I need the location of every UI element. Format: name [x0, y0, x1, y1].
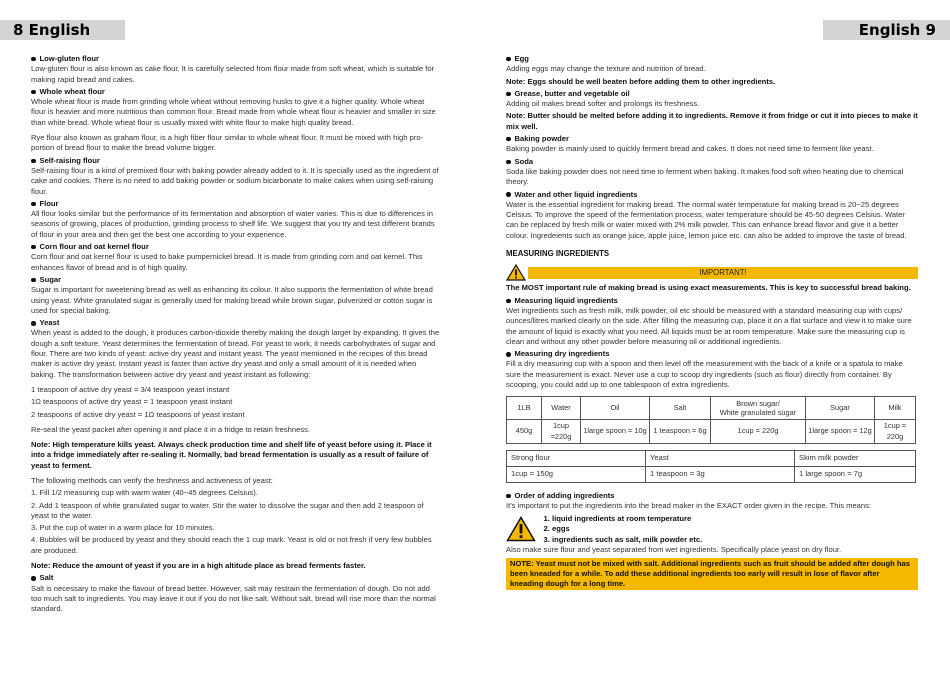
- note-text: Note: High temperature kills yeast. Always check production time and shelf life of yeast before using it. Place it into a fridge immediately after re-sealing it. Normally, bad bread fermentation is usually as a result of failure of yeast to ferment.: [31, 440, 432, 470]
- liquid-text: Wet ingredients such as fresh milk, milk powder, oil etc should be measured with a standard measuring cup with cups/ ounces/litres marked clearly on the side. After filling the measuring cup, place it on a flat surface and view it to make sure the amount of liquid is exactly what you need. All liquids must be at room temperature. Make sure the measuring cup is clean and without any other powder before measuring oil or additional ingredients.: [506, 305, 912, 346]
- body-text: When yeast is added to the dough, it produces carbon-dioxide thereby making the dough larger by expanding. It gives the dough a soft texture. Yeast determines the fermentation of bread. For yeast to work, it needs carbohydrates of sugar and flour. There are two kinds of yeast: active dry yeast and instant yeast. The yeast mentioned in the recipes of this bread maker is active dry yeast. Instant yeast is faster than active dry yeast and only a small amount of it is needed when baking. The transformation between active dry yeast and yeast instant as following:: [31, 328, 440, 379]
- warning-triangle-icon: [506, 264, 526, 281]
- body-text: Low-gluten flour is also known as cake flour. It is carefully selected from flour made from soft wheat, which is suitable for making rapid bread and cakes.: [31, 64, 435, 84]
- table-header-cell: Sugar: [806, 397, 875, 420]
- body-text: 2. Add 1 teaspoon of white granulated sugar to water. Stir the water to dissolve the sugar and then add 2 teaspoon of yeast to the water.: [31, 500, 424, 520]
- section-heading: Egg: [506, 54, 918, 64]
- measurement-table: [506, 396, 916, 444]
- table-header-cell: Oil: [581, 397, 650, 420]
- body-text: Re-seal the yeast packet after opening it and place it in a fridge to retain freshness.: [31, 424, 311, 434]
- note-text: Note: Eggs should be well beaten before adding them to other ingredients.: [506, 76, 776, 86]
- table-cell: 1large spoon = 12g: [806, 420, 875, 444]
- note-text: Note: Reduce the amount of yeast if you are in a high altitude place as bread ferments faster.: [31, 561, 366, 571]
- section-heading: Grease, butter and vegetable oil: [506, 89, 918, 99]
- order-steps: [536, 514, 702, 546]
- table-header-cell: Milk: [875, 397, 916, 420]
- table-cell: Skim milk powder: [795, 450, 916, 466]
- body-text: Soda like baking powder does not need time to ferment when baking. It makes food soft when heating due to chemical theory.: [506, 166, 904, 187]
- body-text: 4. Bubbles will be produced by yeast and they should reach the 1 cup mark. Yeast is old or not fresh if very few bubbles are produced.: [31, 535, 432, 555]
- important-banner: [506, 264, 918, 281]
- section-heading: Low-gluten flour: [31, 54, 441, 64]
- page-header-right: English 9: [823, 20, 950, 40]
- bullet-dot-icon: [31, 278, 36, 283]
- note-text: Note: Butter should be melted before adding it to ingredients. Remove it from fridge or cut it into pieces to make it mix well.: [506, 111, 918, 131]
- table-header-cell: Water: [542, 397, 581, 420]
- bullet-dot-icon: [31, 90, 36, 95]
- section-heading: Baking powder: [506, 134, 918, 144]
- order-after: Also make sure flour and yeast separated from wet ingredients. Specifically place yeast on dry flour.: [506, 545, 842, 555]
- order-step: 1. liquid ingredients at room temperature: [552, 514, 702, 525]
- body-text: Rye flour also known as graham flour, is a high fiber flour similar to whole wheat flour. It must be mixed with high pro-portion of bread flour to make the bread volume bigger.: [31, 133, 424, 153]
- table-row: [507, 420, 916, 444]
- order-heading: Order of adding ingredients: [506, 491, 918, 501]
- bullet-dot-icon: [506, 299, 511, 304]
- table-cell: 1cup = 150g: [507, 466, 646, 482]
- section-heading: Flour: [31, 199, 441, 209]
- section-heading: Corn flour and oat kernel flour: [31, 242, 441, 252]
- order-step: 3. ingredients such as salt, milk powder etc.: [552, 535, 702, 546]
- section-heading: Water and other liquid ingredients: [506, 190, 918, 200]
- bullet-dot-icon: [506, 160, 511, 165]
- bullet-dot-icon: [506, 352, 511, 357]
- body-text: 1Ω teaspoons of active dry yeast = 1 teaspoon yeast instant: [31, 397, 233, 407]
- table-header-cell: 1LB: [507, 397, 542, 420]
- body-text: The following methods can verify the freshness and activeness of yeast:: [31, 475, 273, 485]
- page-header-left: 8 English: [0, 20, 125, 40]
- bullet-dot-icon: [31, 57, 36, 62]
- bullet-dot-icon: [31, 321, 36, 326]
- bullet-dot-icon: [31, 202, 36, 207]
- dry-text: Fill a dry measuring cup with a spoon and then level off the measurement with the back of a knife or a spatula to make sure the measurement is exact. Never use a cup to scoop dry ingredients (such as flour) directly from container. By scooping, you could add up to one tablespoon of extra ingredients.: [506, 359, 903, 390]
- right-column-top: [506, 54, 918, 241]
- section-heading: Salt: [31, 573, 441, 583]
- body-text: Adding oil makes bread softer and prolongs its freshness.: [506, 99, 700, 109]
- bullet-dot-icon: [31, 159, 36, 164]
- body-text: Salt is necessary to make the flavour of bread better. However, salt may restrain the fermentation of dough. Do not add too much salt to ingredients. You may leave it out if you do not like salt. Without salt, bread will rise more than the normal standard.: [31, 583, 436, 614]
- table-cell: 450g: [507, 420, 542, 444]
- table-cell: 1 teaspoon = 3g: [646, 466, 795, 482]
- table-cell: 1cup =220g: [542, 420, 581, 444]
- body-text: Baking powder is mainly used to quickly ferment bread and cakes. It does not need time to ferment like yeast.: [506, 144, 874, 154]
- bullet-dot-icon: [31, 245, 36, 250]
- body-text: Self-raising flour is a kind of premixed flour with baking powder already added to it. It is specially used as the ingredient of cake and cookies. There is no need to add baking powder or sodium bicarbonate to make cakes when using self-raising flour.: [31, 165, 439, 196]
- table-row: [507, 466, 916, 482]
- body-text: Corn flour and oat kernel flour is used to bake pumpernickel bread. It is made from grinding corn and oat kernel. This enhances flavor of bread and is of high quality.: [31, 252, 423, 272]
- body-text: Adding eggs may change the texture and nutrition of bread.: [506, 64, 706, 74]
- dry-measurement-table: [506, 450, 916, 483]
- bullet-dot-icon: [506, 137, 511, 142]
- liquid-heading: Measuring liquid ingredients: [506, 296, 918, 306]
- table-cell: 1 teaspoon = 6g: [650, 420, 711, 444]
- body-text: Whole wheat flour is made from grinding whole wheat without removing husks to give it a higher quality. Whole wheat flour is heavier and more nutritious than common flour. Bread made from whole wheat flour is heavier and smaller in size than white bread. Whole wheat flour is usually mixed with white flour to make high quality bread.: [31, 97, 436, 127]
- table-header-cell: Salt: [650, 397, 711, 420]
- section-heading: Soda: [506, 157, 918, 167]
- order-step: 2. eggs: [552, 524, 702, 535]
- table-cell: 1 large spoon = 7g: [795, 466, 916, 482]
- order-intro: It's important to put the ingredients into the bread maker in the EXACT order given in the recipe. This means:: [506, 501, 872, 511]
- bullet-dot-icon: [506, 192, 511, 197]
- section-heading: Whole wheat flour: [31, 87, 441, 97]
- left-column: [31, 54, 441, 617]
- bullet-dot-icon: [506, 494, 511, 499]
- measuring-rule: The MOST important rule of making bread is using exact measurements. This is key to successful bread baking.: [506, 283, 911, 293]
- bullet-dot-icon: [31, 576, 36, 581]
- table-header-cell: Brown sugar/ White granulated sugar: [711, 397, 806, 420]
- table-cell: 1large spoon = 10g: [581, 420, 650, 444]
- table-row: [507, 450, 916, 466]
- table-header-row: [507, 397, 916, 420]
- dry-heading: Measuring dry ingredients: [506, 349, 918, 359]
- body-text: 1 teaspoon of active dry yeast = 3/4 teaspoon yeast instant: [31, 384, 230, 394]
- body-text: Water is the essential ingredient for making bread. The normal water temperature for making bread is 20~25 degrees Celsius. To improve the speed of the fermentation process, water temperature should be 45-50 degrees Celsius. Water can be replaced by fresh milk or water mixed with 2% milk powder. This can enhance bread flavor and give it a better colour. Ingredeients such as orange juice, apple juice, lemon juice etc. can also be added to improve the taste of bread.: [506, 199, 907, 240]
- section-heading: Yeast: [31, 318, 441, 328]
- bullet-dot-icon: [506, 92, 511, 97]
- warning-triangle-icon: [506, 516, 536, 542]
- body-text: All flour looks similar but the performance of its fermentation and absorption of water varies. This is due to differences in seasons of growing, places of production, grinding process to shelf life. We suggest that you try and test different brands of flour in your area and then get the best one according to your experience.: [31, 209, 435, 239]
- body-text: Sugar is important for sweetening bread as well as enhancing its colour. It also supports the fermentation of white bread using yeast. White granulated sugar is generally used for making bread while brown sugar, pulverized or cotton sugar is used for special baking.: [31, 285, 433, 315]
- bullet-dot-icon: [506, 57, 511, 62]
- table-cell: Yeast: [646, 450, 795, 466]
- important-label: IMPORTANT!: [528, 267, 918, 279]
- order-steps-block: [506, 514, 918, 546]
- body-text: 2 teaspoons of active dry yeast = 1Ω teaspoons of yeast instant: [31, 409, 245, 419]
- table-cell: 1cup = 220g: [711, 420, 806, 444]
- section-heading: Self-raising flour: [31, 156, 441, 166]
- yeast-salt-note: NOTE: Yeast must not be mixed with salt. Additional ingredients such as fruit should be added after dough has been kneaded for a while. To add these additional ingredients too early will result in lose of flavor after kneading dough for a long time.: [506, 558, 918, 591]
- body-text: 1. Fill 1/2 measuring cup with warm water (40~45 degrees Celsius).: [31, 488, 258, 498]
- table-cell: Strong flour: [507, 450, 646, 466]
- measuring-title: MEASURING INGREDIENTS: [506, 249, 610, 259]
- right-column: [506, 54, 918, 590]
- section-heading: Sugar: [31, 275, 441, 285]
- table-cell: 1cup = 220g: [875, 420, 916, 444]
- body-text: 3. Put the cup of water in a warm place for 10 minutes.: [31, 523, 215, 533]
